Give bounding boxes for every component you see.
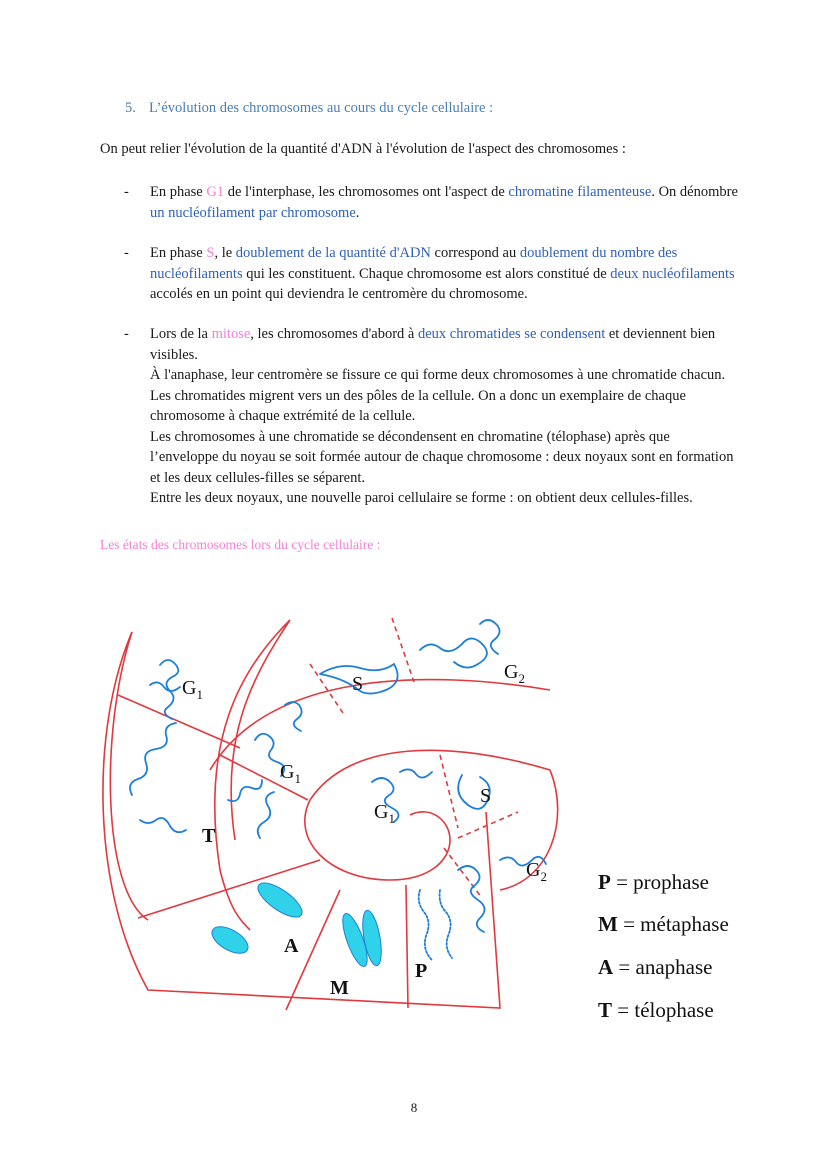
label-sub: 1 <box>388 811 395 826</box>
highlight-term: un nucléofilament par chromosome <box>150 204 356 221</box>
label-s-outer: S <box>352 673 364 695</box>
label-text: G <box>504 661 519 683</box>
label-s-inner: S <box>480 785 492 807</box>
label-a: A <box>284 935 299 957</box>
label-g2-inner <box>526 859 547 884</box>
divider-g1-s-inner-dash <box>440 755 458 828</box>
label-text: G <box>526 859 541 881</box>
spiral-outer-wall <box>103 632 500 1008</box>
highlight-term: deux nucléofilaments <box>610 265 735 282</box>
chromatin-t-right-2 <box>258 792 274 838</box>
chromosome-prophase-2 <box>440 890 452 958</box>
cell-cycle-diagram <box>90 590 580 1030</box>
legend-prophase <box>598 870 709 895</box>
figure-caption: Les états des chromosomes lors du cycle cellulaire : <box>100 537 381 552</box>
text-run: , le <box>214 245 236 261</box>
bullet-dash: - <box>124 184 129 200</box>
page-number: 8 <box>410 1100 418 1115</box>
chromosome-anaphase-2 <box>208 921 253 958</box>
chromatin-g1-mid-2 <box>285 702 302 731</box>
chromatin-t-right <box>228 780 262 801</box>
mitose-paragraph-2: À l'anaphase, leur centromère se fissure ce qui forme deux chromosomes à une chromatide chacun. Les chromatides migrent vers un des pôles de la cellule. On a donc un exemplaire de chaque chromosome à chaque extrémité de la cellule. <box>150 367 726 424</box>
highlight-term: deux chromatides se condensent <box>418 326 606 342</box>
legend-value: = prophase <box>616 870 709 894</box>
text-run: Lors de la <box>150 326 212 342</box>
bullet-mitose-text <box>150 324 740 509</box>
text-run: . On dénombre <box>651 184 738 200</box>
legend-value: = métaphase <box>623 912 729 936</box>
phase-term: mitose <box>211 326 251 342</box>
text-run: . <box>355 204 360 221</box>
text-run: qui les constituent. Chaque chromosome est alors constitué de <box>242 265 611 282</box>
section-number: 5. <box>125 100 136 116</box>
spiral-band-outer <box>210 680 550 770</box>
spiral-inner-blade <box>215 620 290 930</box>
divider-g1-s-dash <box>310 664 345 716</box>
text-run: accolés en un point qui deviendra le centromère du chromosome. <box>150 286 528 302</box>
label-t: T <box>202 825 216 847</box>
text-run: et deviennent bien visibles. <box>150 326 716 363</box>
legend-key: T <box>598 998 613 1022</box>
chromatin-g2-outer-2 <box>480 620 500 654</box>
highlight-term: doublement de la quantité d'ADN <box>235 245 431 261</box>
phase-term: S <box>206 245 215 261</box>
chromatin-g1-outer-2 <box>150 682 180 691</box>
highlight-term: chromatine filamenteuse <box>508 184 652 200</box>
text-run: En phase <box>150 245 207 261</box>
mitose-paragraph-3: Les chromosomes à une chromatide se décondensent en chromatine (télophase) après que l’enveloppe du noyau se soit formée autour de chaque chromosome : deux noyaux sont en formation et les deux cellules-filles se séparent. <box>150 428 734 486</box>
text-run: correspond au <box>430 245 520 261</box>
mitose-paragraph-1 <box>150 324 740 365</box>
chromosome-prophase-1 <box>419 890 432 960</box>
text-run: En phase <box>150 184 207 200</box>
bullet-s-text <box>150 243 740 305</box>
bullet-g1-text <box>150 182 740 223</box>
label-g2-outer <box>504 661 525 686</box>
legend-anaphase <box>598 955 712 980</box>
label-g1-inner <box>374 801 395 826</box>
mitose-paragraph-4: Entre les deux noyaux, une nouvelle paroi cellulaire se forme : on obtient deux cellules-filles. <box>150 490 693 506</box>
label-p: P <box>415 960 428 982</box>
label-sub: 2 <box>540 869 547 884</box>
legend-metaphase <box>598 912 729 937</box>
label-sub: 1 <box>196 687 203 702</box>
divider-g2-p-dash <box>444 848 482 898</box>
label-sub: 2 <box>518 671 525 686</box>
label-g1-mid <box>280 761 301 786</box>
divider-s-g2-dash <box>392 618 414 682</box>
legend-value: = télophase <box>617 998 714 1022</box>
bullet-dash: - <box>124 326 129 342</box>
chromatin-g2-inner <box>458 866 485 932</box>
divider-m-p <box>406 885 408 1008</box>
chromatin-g1-inner-2 <box>400 769 432 777</box>
bullet-dash: - <box>124 245 129 261</box>
label-sub: 1 <box>294 771 301 786</box>
highlight-term: doublement du nombre des nucléofilaments <box>150 245 678 282</box>
text-run: de l'interphase, les chromosomes ont l'aspect de <box>224 184 509 200</box>
label-text: G <box>374 801 389 823</box>
chromosome-anaphase-1 <box>253 877 307 923</box>
legend-key: M <box>598 912 618 936</box>
legend-key: P <box>598 870 611 894</box>
section-title: L’évolution des chromosomes au cours du cycle cellulaire : <box>149 100 494 116</box>
chromatin-t-left-2 <box>140 818 186 832</box>
intro-text: On peut relier l'évolution de la quantité d'ADN à l'évolution de l'aspect des chromosomes : <box>100 141 626 157</box>
legend-value: = anaphase <box>618 955 713 979</box>
legend-key: A <box>598 955 614 979</box>
divider-g1-t <box>118 695 240 748</box>
label-text: G <box>182 677 197 699</box>
legend-telophase <box>598 998 714 1023</box>
spiral-inner-blade-2 <box>231 620 290 840</box>
text-run: , les chromosomes d'abord à <box>250 326 418 342</box>
label-m: M <box>330 977 349 999</box>
label-g1-outer <box>182 677 203 702</box>
section-heading <box>125 100 493 117</box>
chromatin-t-left <box>130 723 176 795</box>
chromatin-g2-outer <box>420 638 487 667</box>
phase-term: G1 <box>206 184 225 200</box>
label-text: G <box>280 761 295 783</box>
